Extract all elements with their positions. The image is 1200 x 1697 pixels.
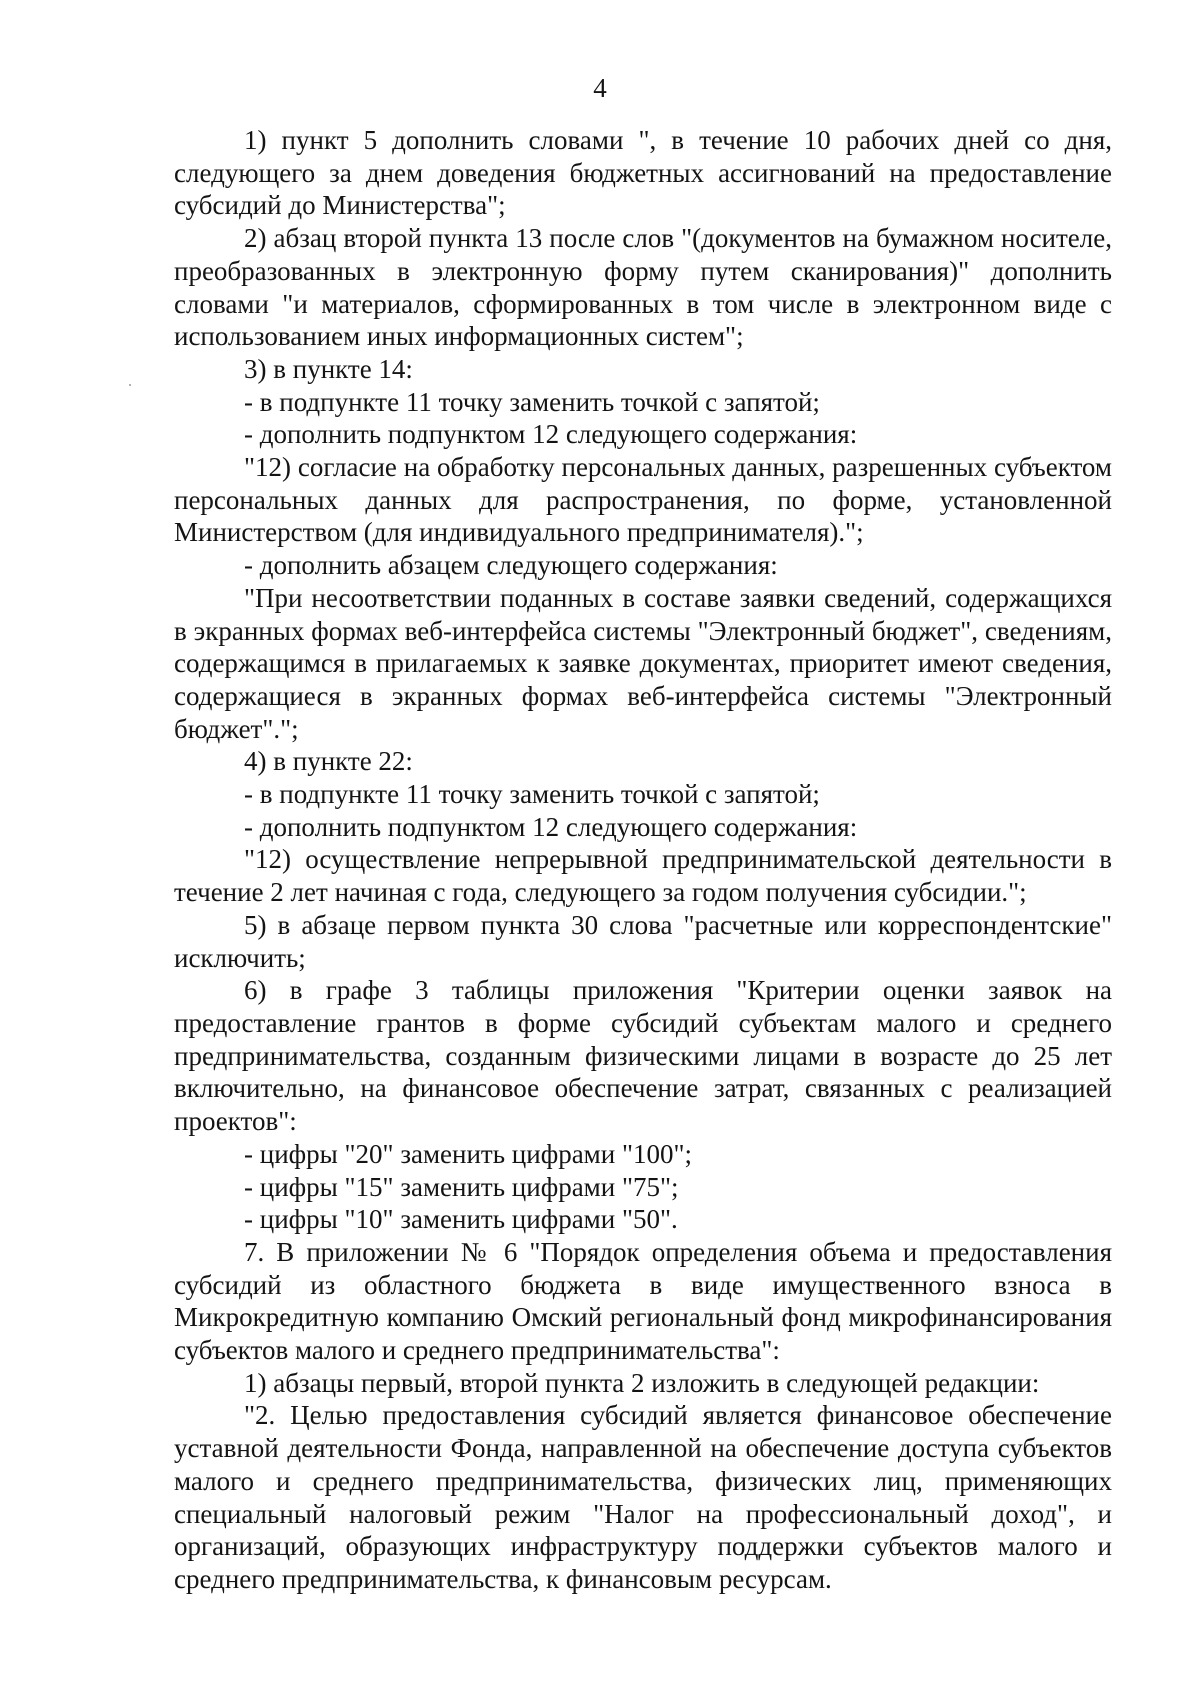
paragraph-quote-12-soglasie: "12) согласие на обработку персональных данных, разрешенных субъектом персональных данных для распространения, по форме, установленной Министерством (для индивидуального предпринимателя)."; (174, 452, 1112, 548)
paragraph-dash-subpunkt-11: - в подпункте 11 точку заменить точкой с запятой; (244, 386, 820, 417)
page-number: 4 (593, 73, 607, 103)
paragraph-dash-cifry-20: - цифры "20" заменить цифрами "100"; (244, 1138, 693, 1169)
paragraph-dash-subpunkt-11-b: - в подпункте 11 точку заменить точкой с запятой; (244, 779, 820, 810)
paragraph-quote-nesootvetstvie: "При несоответствии поданных в составе заявки сведений, содержащихся в экранных формах веб-интерфейса системы "Электронный бюджет", сведениям, содержащимся в прилагаемых к заявке документах, приоритет имеют сведения, содержащиеся в экранных формах веб-интерфейса системы "Электронный бюджет"."; (174, 582, 1112, 744)
paragraph-dash-cifry-15: - цифры "15" заменить цифрами "75"; (244, 1171, 679, 1202)
document-body (174, 124, 1112, 1596)
paragraph-dash-abzac: - дополнить абзацем следующего содержания: (244, 550, 778, 581)
paragraph-item-7-prilozhenie-6: 7. В приложении № 6 "Порядок определения объема и предоставления субсидий из областного бюджета в виде имущественного взноса в Микрокредитную компанию Омский региональный фонд микрофинансирования субъектов малого и среднего предпринимательства": (174, 1236, 1112, 1366)
paragraph-item-3-punkt-14: 3) в пункте 14: (244, 353, 413, 384)
paragraph-item-5-punkt-30: 5) в абзаце первом пункта 30 слова "расчетные или корреспондентские" исключить; (174, 909, 1112, 973)
paragraph-item-2-abzac-13: 2) абзац второй пункта 13 после слов "(документов на бумажном носителе, преобразованных в электронную форму путем сканирования)" дополнить словами "и материалов, сформированных в том числе в электронном виде с использованием иных информационных систем"; (174, 223, 1112, 352)
paragraph-quote-12-deyatelnost: "12) осуществление непрерывной предпринимательской деятельности в течение 2 лет начиная с года, следующего за годом получения субсидии."; (174, 844, 1112, 908)
paragraph-dash-cifry-10: - цифры "10" заменить цифрами "50". (244, 1204, 678, 1235)
paragraph-quote-2-cel: "2. Целью предоставления субсидий является финансовое обеспечение уставной деятельности Фонда, направленной на обеспечение доступа субъектов малого и среднего предпринимательства, физических лиц, применяющих специальный налоговый режим "Налог на профессиональный доход", и организаций, образующих инфраструктуру поддержки субъектов малого и среднего предпринимательства, к финансовым ресурсам. (174, 1400, 1112, 1594)
paragraph-dash-subpunkt-12: - дополнить подпунктом 12 следующего содержания: (244, 419, 858, 450)
scan-speck (129, 384, 131, 386)
paragraph-item-1-punkt-2: 1) абзацы первый, второй пункта 2 изложить в следующей редакции: (244, 1367, 1040, 1398)
paragraph-dash-subpunkt-12-b: - дополнить подпунктом 12 следующего содержания: (244, 811, 858, 842)
paragraph-item-4-punkt-22: 4) в пункте 22: (244, 746, 413, 777)
paragraph-item-6-grafa-3: 6) в графе 3 таблицы приложения "Критерии оценки заявок на предоставление грантов в форме субсидий субъектам малого и среднего предпринимательства, созданным физическими лицами в возрасте до 25 лет включительно, на финансовое обеспечение затрат, связанных с реализацией проектов": (174, 975, 1112, 1137)
paragraph-item-1-punkt-5: 1) пункт 5 дополнить словами ", в течение 10 рабочих дней со дня, следующего за днем доведения бюджетных ассигнований на предоставление субсидий до Министерства"; (174, 125, 1112, 221)
